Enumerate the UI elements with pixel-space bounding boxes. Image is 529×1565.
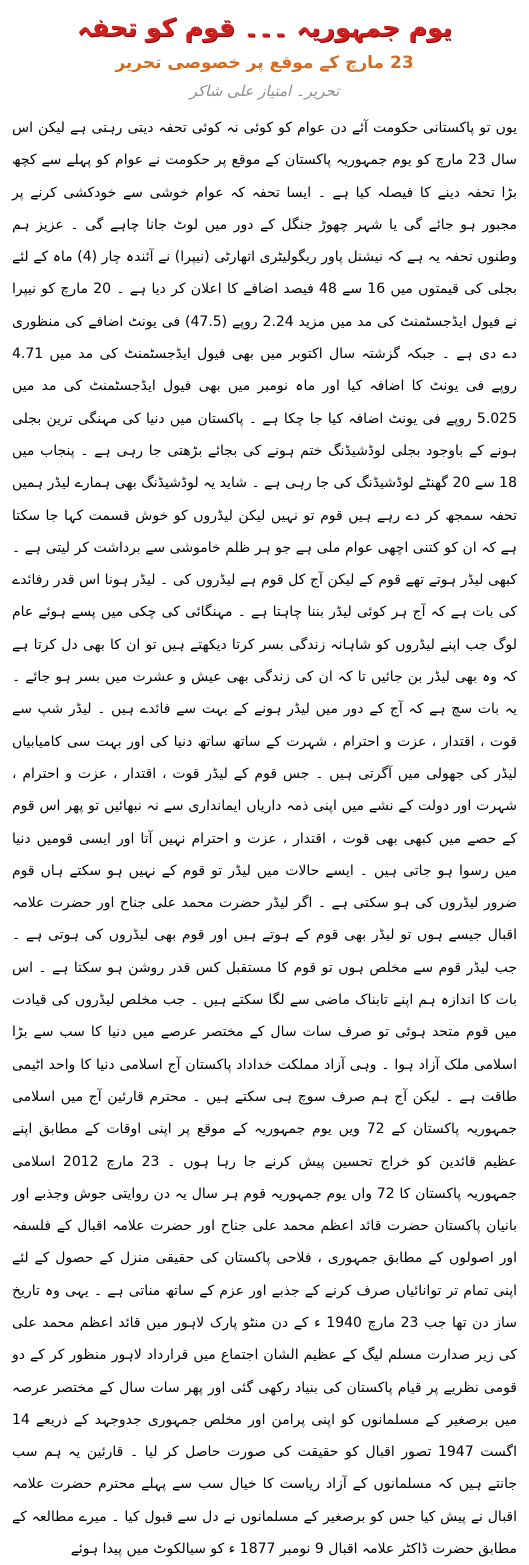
article-title: یوم جمہوریہ ۔۔۔ قوم کو تحفہ [77,13,452,42]
article-author: تحریر۔ امتیاز علی شاکر [189,82,340,100]
article-subtitle: 23 مارچ کے موقع پر خصوصی تحریر [115,53,414,73]
article-body: یوں تو پاکستانی حکومت آئے دن عوام کو کوئی نہ کوئی تحفہ دیتی رہتی ہے لیکن اس سال 23 مارچ کو یوم جمہوریہ پاکستان کے موقع پر حکومت نے عوام کو پہلے سے کچھ بڑا تحفہ دینے کا فیصلہ کیا ہے ۔ ایسا تحفہ کہ عوام خوشی سے خودکشی کرنے پر مجبور ہو جائے گی یا شہر چھوڑ جنگل کے دور میں لوٹ جانا چاہے گی ۔ عزیز ہم وطنوں تحفہ یہ ہے کہ نیشنل پاور ریگولیٹری اتھارٹی (نیپرا) نے آئندہ چار (4) ماہ کے لئے بجلی کی قیمتوں میں 16 سے 48 فیصد اضافے کا اعلان کر دیا ہے ۔ 20 مارچ کو نیپرا نے فیول ایڈجسٹمنٹ کی مد میں مزید 2.24 روپے (47.5) فی یونٹ اضافے کی منظوری دے دی ہے ۔ جبکہ گزشتہ سال اکتوبر میں بھی فیول ایڈجسٹمنٹ کی مد میں 4.71 روپے فی یونٹ کا اضافہ کیا اور ماہ نومبر میں بھی فیول ایڈجسٹمنٹ کی مد میں 5.025 روپے فی یونٹ اضافہ کیا جا چکا ہے ۔ پاکستان میں دنیا کی مہنگی ترین بجلی ہونے کے باوجود بجلی لوڈشیڈنگ ختم ہونے کی بجائے بڑھتی جا رہی ہے ۔ پنجاب میں 18 سے 20 گھنٹے لوڈشیڈنگ کی جا رہی ہے ۔ شاید یہ لوڈشیڈنگ بھی ہمارے لیڈر ہمیں تحفہ سمجھ کر دے رہے ہیں قوم تو نہیں لیکن لیڈروں کو خوش قسمت کہا جا سکتا ہے کہ ان کو کتنی اچھی عوام ملی ہے جو ہر ظلم خاموشی سے برداشت کر لیتی ہے ۔ کبھی لیڈر ہوتے تھے قوم کے لیکن آج کل قوم ہے لیڈروں کی ۔ لیڈر ہونا اس قدر رفائدے کی بات ہے کہ آج ہر کوئی لیڈر بننا چاہتا ہے ۔ مہنگائی کی چکی میں پسے ہوئے عام لوگ جب اپنے لیڈروں کو شاہانہ زندگی بسر کرتا دیکھتے ہیں تو ان کا بھی دل کرتا ہے کہ وہ بھی لیڈر بن جائیں تا کہ ان کی زندگی بھی عیش و عشرت میں بسر ہو جائے ۔ یہ بات سچ ہے کہ آج کے دور میں لیڈر ہونے کے بہت سے فائدے ہیں ۔ لیڈر شپ سے قوت ، اقتدار ، عزت و احترام ، شہرت کے ساتھ ساتھ دنیا کی اور بہت سی کامیابیاں لیڈر کی جھولی میں آگرتی ہیں ۔ جس قوم کے لیڈر قوت ، اقتدار ، عزت و احترام ، شہرت اور دولت کے نشے میں اپنی ذمہ داریاں ایمانداری سے نہ نبھائیں تو پھر اس قوم کے حصے میں کبھی بھی قوت ، اقتدار ، عزت و احترام نہیں آتا اور ایسی قومیں دنیا میں رسوا ہو جاتی ہیں ۔ ایسے حالات میں لیڈر تو قوم کے نہیں ہو سکتے ہاں قوم ضرور لیڈروں کی ہو سکتی ہے ۔ اگر لیڈر حضرت محمد علی جناح اور حضرت علامہ اقبال جیسے ہوں تو لیڈر بھی قوم کے ہوتے ہیں اور قوم بھی لیڈروں کی ہوتی ہے ۔ جب لیڈر قوم سے مخلص ہوں تو قوم کا مستقبل کس قدر روشن ہو سکتا ہے ۔ اس بات کا اندازہ ہم اپنے تابناک ماضی سے لگا سکتے ہیں ۔ جب مخلص لیڈروں کی قیادت میں قوم متحد ہوئی تو صرف سات سال کے مختصر عرصے میں دنیا کا سب سے بڑا اسلامی ملک آزاد ہوا ۔ وہی آزاد مملکت خداداد پاکستان آج اسلامی دنیا کا واحد اٹیمی طاقت ہے ۔ لیکن آج ہم صرف سوچ ہی سکتے ہیں ۔ محترم قارئین آج میں اسلامی جمہوریہ پاکستان کے 72 ویں یوم جمہوریہ کے موقع پر اپنی اوقات کے مطابق اپنے عظیم قائدین کو خراج تحسین پیش کرنے جا رہا ہوں ۔ 23 مارچ 2012 اسلامی جمہوریہ پاکستان کا 72 واں یوم جمہوریہ قوم ہر سال یہ دن روایتی جوش وجذبے اور بانیان پاکستان حضرت قائد اعظم محمد علی جناح اور حضرت علامہ اقبال کے فلسفہ اور اصولوں کے مطابق جمہوری ، فلاحی پاکستان کی حقیقی منزل کے حصول کے لئے اپنی تمام تر توانائیاں صرف کرنے کے جذبے اور عزم کے ساتھ مناتی ہے ۔ یہی وہ تاریخ ساز دن تھا جب 23 مارچ 1940 ء کے دن منٹو پارک لاہور میں قائد اعظم محمد علی کی زیر صدارت مسلم لیگ کے عظیم الشان اجتماع میں قرارداد لاہور منظور کر کے دو قومی نظریے پر قیام پاکستان کی بنیاد رکھی گئی اور پھر سات سال کے مختصر عرصہ میں برصغیر کے مسلمانوں کو اپنی پرامن اور مخلص جمہوری جدوجہد کے ذریعے 14 اگست 1947 تصور اقبال کو حقیقت کی صورت حاصل کر لیا ۔ قارئین یہ ہم سب جانتے ہیں کہ مسلمانوں کے آزاد ریاست کا خیال سب سے پہلے محترم حضرت علامہ اقبال نے پیش کیا جس کو برصغیر کے مسلمانوں نے دل سے قبول کیا ۔ میرے مطالعہ کے مطابق حضرت ڈاکٹر علامہ اقبال 9 نومبر 1877 ء کو سیالکوٹ میں پیدا ہوئے [12,120,518,1558]
